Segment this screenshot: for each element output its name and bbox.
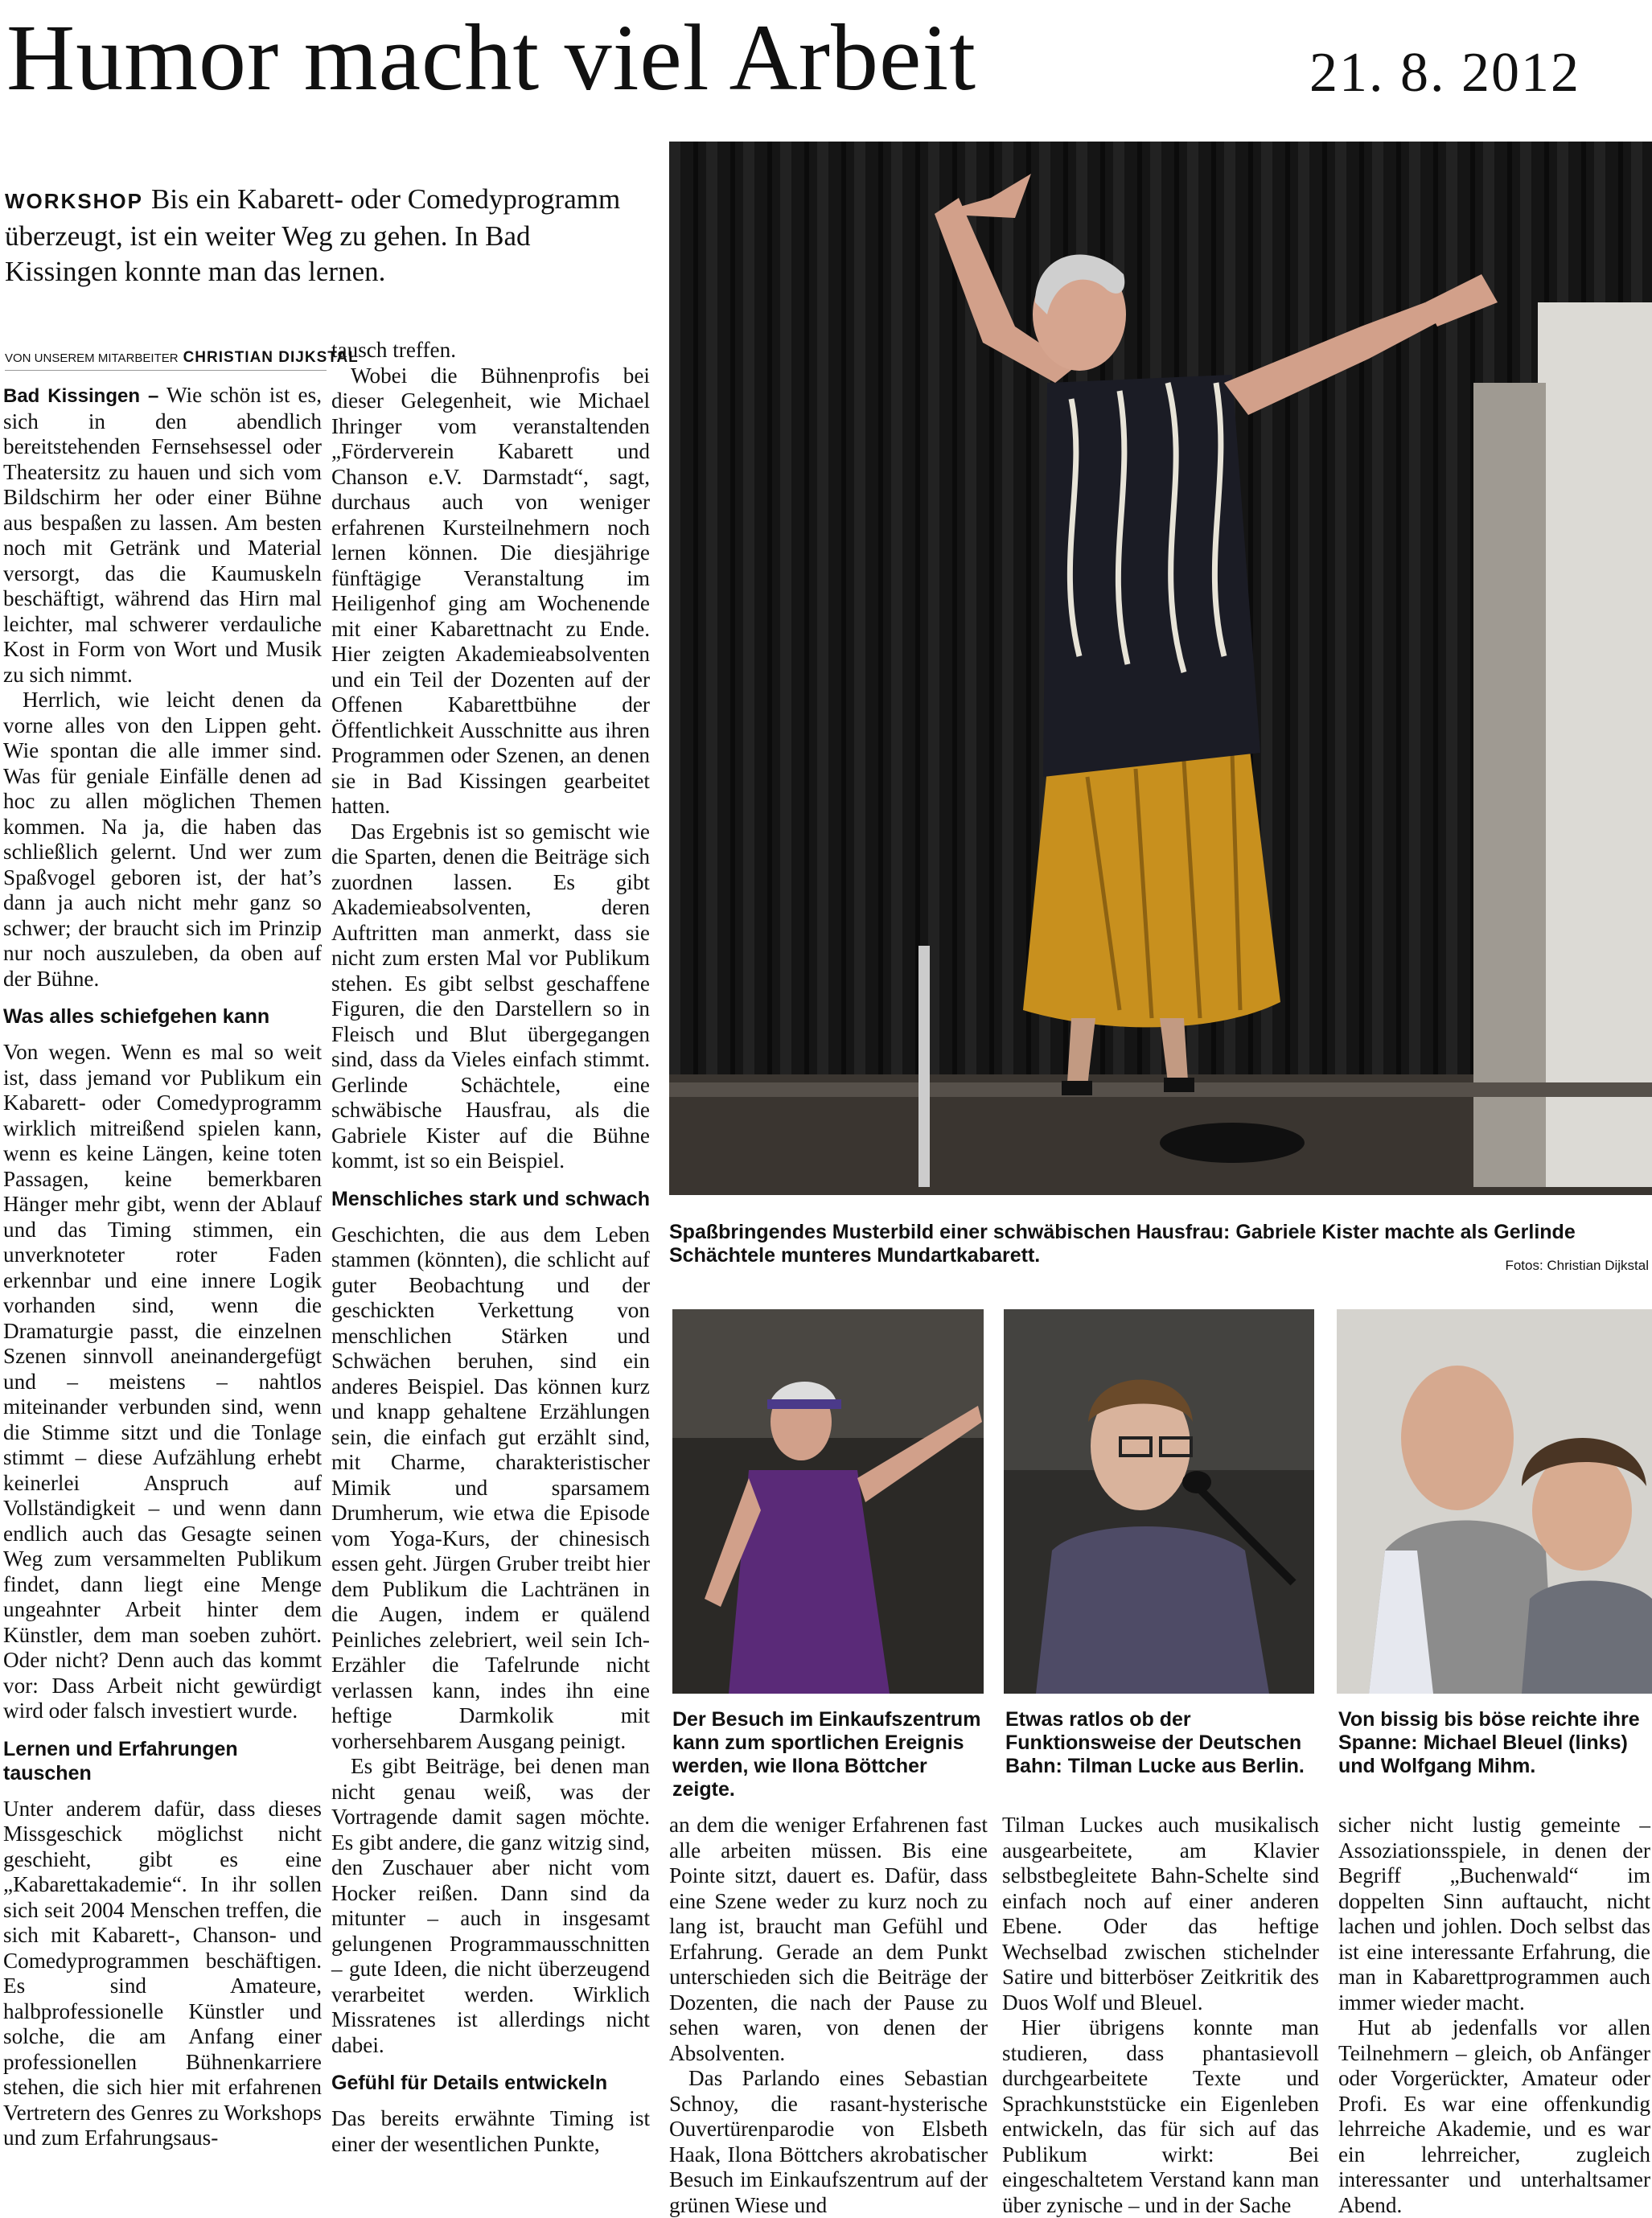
- photo-tilman-lucke: [1004, 1309, 1314, 1694]
- byline-prefix: VON UNSEREM MITARBEITER: [5, 351, 179, 365]
- kicker-text: Bis ein Kabarett- oder Comedyprogramm überzeugt, ist ein weiter Weg zu gehen. In Bad Kissingen konnte man das lernen.: [5, 183, 621, 287]
- photo-credit: Fotos: Christian Dijkstal: [1505, 1258, 1649, 1273]
- article-column-1: [3, 383, 322, 2151]
- article-column-2: [331, 338, 650, 2157]
- subheading: Lernen und Erfahrungen tauschen: [3, 1737, 238, 1785]
- paragraph: Es gibt Beiträge, bei denen man nicht genau weiß, was der Vortragende damit sagen möchte. Es gibt andere, die ganz witzig sind, den Zuschauer aber nicht vom Hocker reißen. Dann sind da mitunter – auch in insgesamt gelungenen Programmausschnitten – gute Ideen, die nicht überzeugend verarbeitet werden. Wirklich Missratenes ist allerdings nicht dabei.: [331, 1754, 650, 2057]
- paragraph: an dem die weniger Erfahrenen fast alle arbeiten müssen. Bis eine Pointe sitzt, dauert es. Dafür, dass eine Szene weder zu kurz noch zu lang ist, braucht man Gefühl und Erfahrung. Gerade an dem Punkt unterschieden sich die Beiträge der Dozenten, die nach der Pause zu sehen waren, von denen der Absolventen.: [669, 1813, 988, 2065]
- kicker-tag: WORKSHOP: [5, 189, 143, 213]
- caption-photo-2: Etwas ratlos ob der Funktionsweise der Deutschen Bahn: Tilman Lucke aus Berlin.: [1005, 1708, 1305, 1777]
- byline-author: CHRISTIAN DIJKSTAL: [183, 349, 359, 366]
- subheading: Menschliches stark und schwach: [331, 1187, 650, 1210]
- paragraph: tausch treffen.: [331, 338, 457, 362]
- paragraph: Tilman Luckes auch musikalisch ausgearbeitete, am Klavier selbstbegleitete Bahn-Schelte sind einfach noch auf einer anderen Ebene. Oder das heftige Wechselbad zwischen stichelnder Satire und bitterböser Zeitkritik des Duos Wolf und Bleuel.: [1002, 1813, 1319, 2015]
- subheading: Gefühl für Details entwickeln: [331, 2072, 608, 2094]
- photo-bleuel-mihm: [1337, 1309, 1652, 1694]
- paragraph: Das bereits erwähnte Timing ist einer der wesentlichen Punkte,: [331, 2106, 650, 2156]
- paragraph: Von wegen. Wenn es mal so weit ist, dass jemand vor Publikum ein Kabarett- oder Comedyprogramm wirklich mitreißend spielen kann, wenn es keine Längen, keine toten Passagen, keine bemerkbaren Hänger mehr gibt, wenn der Ablauf und das Timing stimmen, ein unverknoteter roter Faden erkennbar und eine innere Logik vorhanden sind, wenn die Dramaturgie passt, die einzelnen Szenen sinnvoll aneinandergefügt und – meistens – nahtlos miteinander verbunden sind, wenn die Stimme sitzt und die Tonlage stimmt – diese Aufzählung erhebt keinerlei Anspruch auf Vollständigkeit – und wenn dann endlich auch das Gesagte seinen Weg zum versammelten Publikum findet, dann liegt eine Menge ungeahnter Arbeit hinter dem Künstler, dem man soeben zuhört. Oder nicht? Denn auch das kommt vor: Dass Arbeit nicht gewürdigt wird oder falsch investiert wurde.: [3, 1040, 322, 1723]
- paragraph: Geschichten, die aus dem Leben stammen (könnten), die schlicht auf guter Beobachtung und der geschickten Verkettung von menschlichen Stärken und Schwächen beruhen, sind ein anderes Beispiel. Das können kurz und knapp gehaltene Erzählungen sein, die einfach gut erzählt sind, mit Charme, charakteristischer Mimik und sparsamem Drumherum, wie etwa die Episode vom Yoga-Kurs, der chinesisch essen geht. Jürgen Gruber treibt hier dem Publikum die Lachtränen in die Augen, indem er quälend Peinliches zelebriert, weil sein Ich-Erzähler die Tafelrunde nicht verlassen kann, indes ihn eine heftige Darmkolik mit vorhersehbarem Ausgang peinigt.: [331, 1222, 650, 1753]
- paragraph: Herrlich, wie leicht denen da vorne alles von den Lippen geht. Wie spontan die alle immer sind. Was für geniale Einfälle denen ad hoc zu allen möglichen Themen kommen. Na ja, die haben das schließlich gelernt. Und wer zum Spaßvogel geboren ist, der hat’s dann ja auch nicht mehr ganz so schwer; der braucht sich im Prinzip nur noch auszuleben, da oben auf der Bühne.: [3, 688, 322, 991]
- kicker: [5, 182, 640, 290]
- paragraph: [3, 383, 322, 688]
- photo-performer-purple-dress: [672, 1309, 984, 1694]
- paragraph: sicher nicht lustig gemeinte – Assoziationsspiele, in denen der Begriff „Buchenwald“ im doppelten Sinn auftaucht, nicht lachen und johlen. Doch selbst das ist eine interessante Erfahrung, die man in Kabarettprogrammen auch immer wieder macht.: [1338, 1813, 1650, 2015]
- photo-ilona-boettcher: [672, 1309, 984, 1694]
- main-photo-caption: Spaßbringendes Musterbild einer schwäbischen Hausfrau: Gabriele Kister machte als Gerlinde Schächtele munteres Mundartkabarett.: [669, 1221, 1576, 1267]
- byline: [5, 349, 359, 371]
- paragraph: Unter anderem dafür, dass dieses Missgeschick möglichst nicht geschieht, gibt es eine „Kabarettakademie“. In ihr sollen sich seit 2004 Menschen treffen, die sich mit Kabarett-, Chanson- und Comedyprogrammen beschäftigen. Es sind Amateure, halbprofessionelle Künstler und solche, die am Anfang einer professionellen Bühnenkarriere stehen, die sich hier mit erfahrenen Vertretern des Genres zu Workshops und zum Erfahrungsaus-: [3, 1796, 322, 2150]
- paragraph: Wobei die Bühnenprofis bei dieser Gelegenheit, wie Michael Ihringer vom veranstaltenden „Förderverein Kabarett und Chanson e.V. Darmstadt“, sagt, durchaus auch von weniger erfahrenen Kursteilnehmern noch lernen können. Die diesjährige fünftägige Veranstaltung im Heiligenhof ging am Wochenende mit einer Kabarettnacht zu Ende. Hier zeigten Akademieabsolventen und ein Teil der Dozenten auf der Offenen Kabarettbühne der Öffentlichkeit Ausschnitte aus ihren Programmen oder Szenen, an denen sie in Bad Kissingen gearbeitet hatten.: [331, 363, 650, 818]
- paragraph-text: Wie schön ist es, sich in den abendlich bereitstehenden Fernsehsessel oder Theatersitz zu hauen und sich vom Bildschirm her oder einer Bühne aus bespaßen zu lassen. Am besten noch mit Getränk und Material versorgt, das die Kaumuskeln beschäftigt, während das Hirn mal leichter, mal schwerer verdauliche Kost in Form von Wort und Musik zu sich nimmt.: [3, 383, 322, 687]
- photo-man-with-microphone: [1004, 1309, 1314, 1694]
- subheading: Was alles schiefgehen kann: [3, 1005, 270, 1028]
- photo-two-men-singing: [1337, 1309, 1652, 1694]
- paragraph: Das Ergebnis ist so gemischt wie die Sparten, denen die Beiträge sich zuordnen lassen. Es gibt Akademieabsolventen, deren Auftritten man anmerkt, dass sie nicht zum ersten Mal vor Publikum stehen. Es gibt selbst geschaffene Figuren, die den Darstellern so in Fleisch und Blut übergegangen sind, dass da Vieles einfach stimmt. Gerlinde Schächtele, eine schwäbische Hausfrau, als die Gabriele Kister auf die Bühne kommt, ist so ein Beispiel.: [331, 819, 650, 1173]
- caption-photo-3: Von bissig bis böse reichte ihre Spanne: Michael Bleuel (links) und Wolfgang Mihm.: [1338, 1708, 1640, 1777]
- paragraph: Hier übrigens konnte man studieren, dass phantasievoll durchgearbeitete Texte und Sprachkunststücke ein Eigenleben entwickeln, das für sich auf das Publikum wirkt: Bei eingeschaltetem Verstand kann man über zynische – und in der Sache: [1002, 2015, 1319, 2217]
- article-column-3: [669, 1813, 988, 2218]
- main-photo: [669, 142, 1652, 1195]
- paragraph: Das Parlando eines Sebastian Schnoy, die rasant-hysterische Ouvertürenparodie von Elsbeth Haak, Ilona Böttchers akrobatischer Besuch im Einkaufszentrum auf der grünen Wiese und: [669, 2066, 988, 2217]
- publication-date: 21. 8. 2012: [1309, 42, 1580, 104]
- photo-stage-performer: [669, 142, 1652, 1195]
- paragraph: Hut ab jedenfalls vor allen Teilnehmern – gleich, ob Anfänger oder Vorgerückter, Amateur oder Profi. Es war eine offenkundig lehrreiche Akademie, und es war ein lehrreicher, zugleich interessanter und unterhaltsamer Abend.: [1338, 2015, 1650, 2217]
- headline: Humor macht viel Arbeit: [6, 5, 976, 110]
- article-column-5: [1338, 1813, 1650, 2218]
- dateline-place: Bad Kissingen –: [3, 385, 159, 407]
- caption-photo-1: Der Besuch im Einkaufszentrum kann zum sportlichen Ereignis werden, wie Ilona Böttcher zeigte.: [672, 1708, 981, 1801]
- article-column-4: [1002, 1813, 1319, 2218]
